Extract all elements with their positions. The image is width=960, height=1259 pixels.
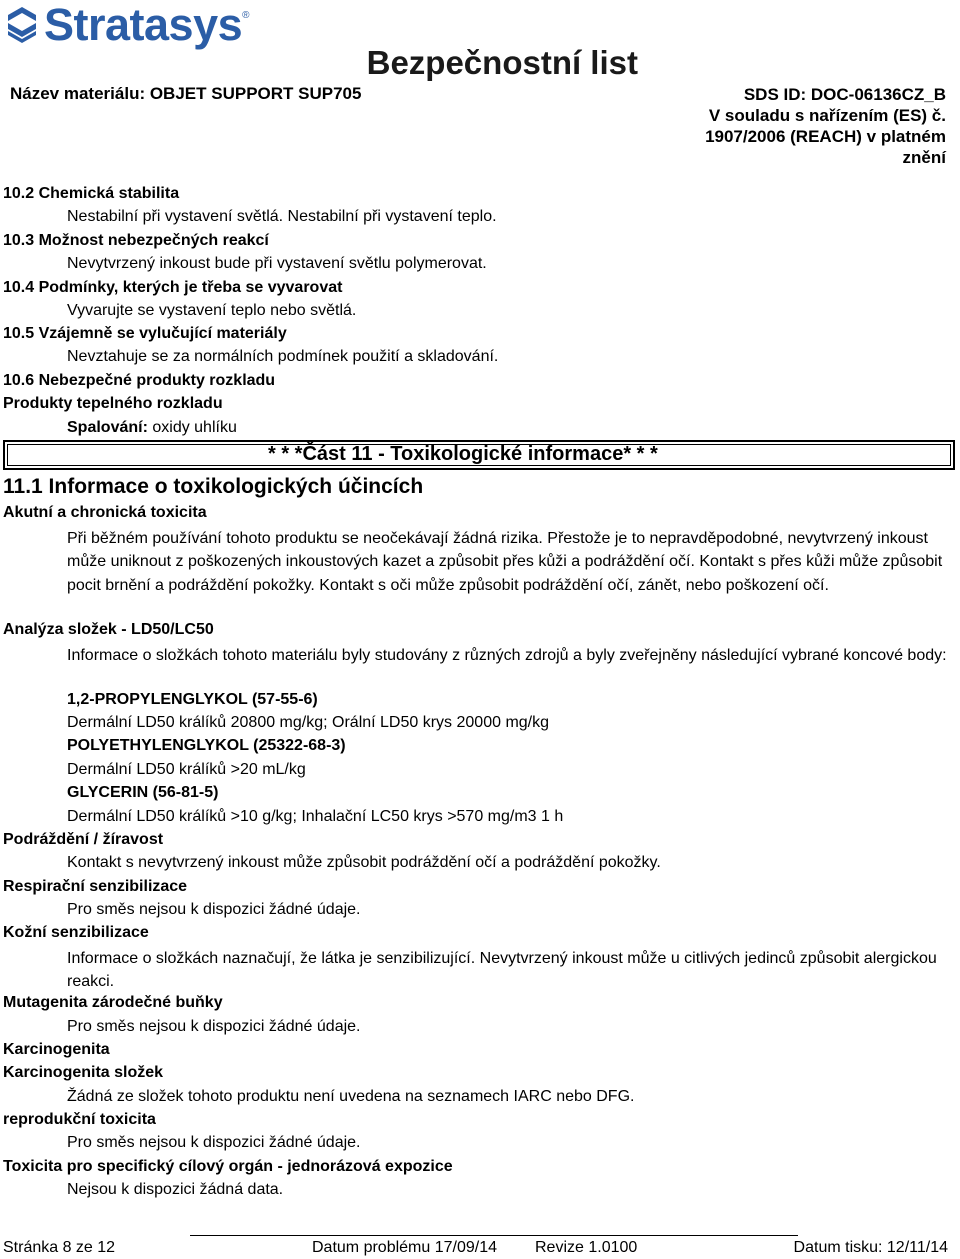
material-name: Název materiálu: OBJET SUPPORT SUP705 [10, 84, 362, 103]
stratasys-logo [4, 2, 250, 48]
skin-sensitization-text: Informace o složkách naznačují, že látka je senzibilizující. Nevytvrzený inkoust může u citlivých jedinců způsobit alergickou reakci. [67, 950, 937, 991]
respiratory-sensitization-label: Respirační senzibilizace [3, 878, 188, 895]
logo-text: Stratasys [44, 0, 243, 50]
stratasys-logo-icon [4, 5, 40, 45]
thermal-decomposition-label: Produkty tepelného rozkladu [3, 395, 223, 412]
reproductive-toxicity-text: Pro směs nejsou k dispozici žádné údaje. [67, 1134, 361, 1151]
section-10-4-title: 10.4 Podmínky, kterých je třeba se vyvarovat [3, 279, 343, 296]
document-title: Bezpečnostní list [366, 44, 638, 81]
component-1-name: 1,2-PROPYLENGLYKOL (57-55-6) [67, 691, 318, 708]
sds-id: SDS ID: DOC-06136CZ_B [743, 85, 946, 104]
ld50-label: Analýza složek - LD50/LC50 [3, 621, 214, 638]
footer-issue-date: Datum problému 17/09/14 [312, 1239, 497, 1256]
sds-info [686, 84, 946, 168]
section-10-2-text: Nestabilní při vystavení světlá. Nestabilní při vystavení teplo. [67, 208, 497, 225]
mutagenicity-text: Pro směs nejsou k dispozici žádné údaje. [67, 1018, 361, 1035]
mutagenicity-label: Mutagenita zárodečné buňky [3, 994, 223, 1011]
component-3-data: Dermální LD50 králíků >10 g/kg; Inhalační LC50 krys >570 mg/m3 1 h [67, 808, 564, 825]
acute-toxicity-text: Při běžném používání tohoto produktu se neočekávají žádná rizika. Přestože je to nepravděpodobné, nevytvrzený inkoust může uniknout z poškozených inkoustových kazet a způsobit přes kůži a podráždění očí. Kontakt s přes kůži může způsobit pocit brnění a podráždění pokožky. Kontakt s oči může způsobit podráždění očí, zánět, nebo poškození očí. [67, 530, 943, 594]
footer-revision: Revize 1.0100 [535, 1239, 638, 1256]
section-10-5-text: Nevztahuje se za normálních podmínek použití a skladování. [67, 348, 499, 365]
section-11-1-title: 11.1 Informace o toxikologických účincích [3, 475, 424, 498]
section-10-4-text: Vyvarujte se vystavení teplo nebo světlá. [67, 302, 357, 319]
stot-single-text: Nejsou k dispozici žádná data. [67, 1181, 284, 1198]
respiratory-sensitization-text: Pro směs nejsou k dispozici žádné údaje. [67, 901, 361, 918]
reproductive-toxicity-label: reprodukční toxicita [3, 1111, 156, 1128]
section-10-6-title: 10.6 Nebezpečné produkty rozkladu [3, 372, 276, 389]
footer-page-number: Stránka 8 ze 12 [3, 1239, 116, 1256]
footer-divider [190, 1235, 798, 1236]
component-carcinogenicity-text: Žádná ze složek tohoto produktu není uvedena na seznamech IARC nebo DFG. [67, 1088, 635, 1105]
acute-toxicity-label: Akutní a chronická toxicita [3, 504, 207, 521]
skin-sensitization-label: Kožní senzibilizace [3, 924, 149, 941]
section-10-5-title: 10.5 Vzájemně se vylučující materiály [3, 325, 287, 342]
combustion-row [67, 419, 237, 437]
stot-single-label: Toxicita pro specifický cílový orgán - jednorázová expozice [3, 1158, 453, 1175]
component-2-data: Dermální LD50 králíků >20 mL/kg [67, 761, 306, 778]
irritation-text: Kontakt s nevytvrzený inkoust může způsobit podráždění očí a podráždění pokožky. [67, 854, 661, 871]
footer-print-date: Datum tisku: 12/11/14 [793, 1239, 948, 1256]
irritation-label: Podráždění / žíravost [3, 831, 164, 848]
ld50-intro: Informace o složkách tohoto materiálu byly studovány z různých zdrojů a byly zveřejněny následující vybrané koncové body: [67, 647, 947, 664]
logo-trademark: ® [242, 10, 250, 21]
section-10-3-text: Nevytvrzený inkoust bude při vystavení světlu polymerovat. [67, 255, 487, 272]
component-2-name: POLYETHYLENGLYKOL (25322-68-3) [67, 737, 346, 754]
component-carcinogenicity-label: Karcinogenita složek [3, 1064, 164, 1081]
combustion-label: Spalování: [67, 419, 148, 436]
combustion-text: oxidy uhlíku [152, 419, 237, 436]
carcinogenicity-label: Karcinogenita [3, 1041, 110, 1058]
section-11-title: * * *Část 11 - Toxikologické informace* * * [268, 443, 658, 465]
component-3-name: GLYCERIN (56-81-5) [67, 784, 219, 801]
section-10-3-title: 10.3 Možnost nebezpečných reakcí [3, 232, 269, 249]
section-10-2-title: 10.2 Chemická stabilita [3, 185, 180, 202]
compliance-text: V souladu s nařízením (ES) č. 1907/2006 (REACH) v platném znění [705, 106, 946, 167]
component-1-data: Dermální LD50 králíků 20800 mg/kg; Orální LD50 krys 20000 mg/kg [67, 714, 550, 731]
